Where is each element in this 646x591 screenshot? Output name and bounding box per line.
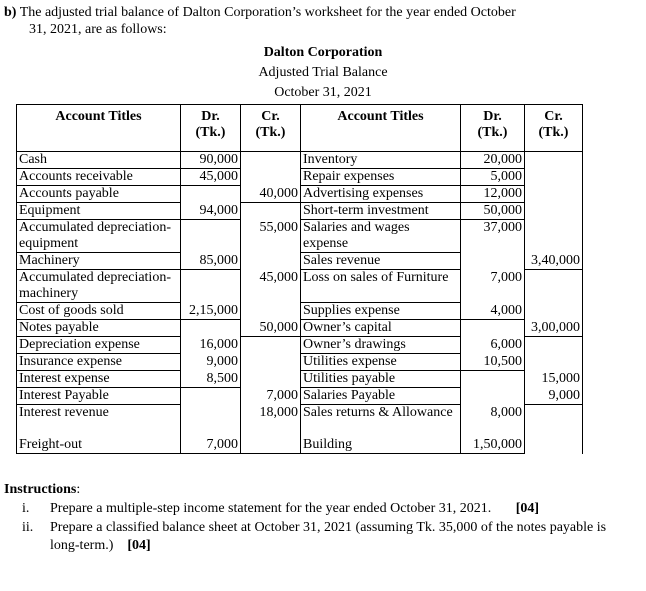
account-title: Loss on sales of Furniture [301, 270, 461, 303]
credit-amount: 15,000 [525, 371, 583, 388]
account-title: Interest Payable [17, 388, 181, 405]
statement-title: Adjusted Trial Balance [258, 65, 388, 80]
debit-amount [181, 320, 241, 337]
table-row [17, 337, 583, 354]
account-title: Repair expenses [301, 169, 461, 186]
debit-amount: 7,000 [461, 270, 525, 303]
account-title: Owner’s drawings [301, 337, 461, 354]
debit-amount: 20,000 [461, 152, 525, 169]
credit-amount: 3,00,000 [525, 320, 583, 337]
table-row [17, 320, 583, 337]
credit-amount: 3,40,000 [525, 253, 583, 270]
credit-amount [241, 303, 301, 320]
debit-amount [461, 253, 525, 270]
account-title: Machinery [17, 253, 181, 270]
credit-amount [525, 186, 583, 203]
table-row [17, 303, 583, 320]
credit-amount [525, 337, 583, 354]
question-label: b) [4, 5, 17, 20]
credit-amount [525, 270, 583, 303]
account-title: Accumulated depreciation-machinery [17, 270, 181, 303]
company-name: Dalton Corporation [263, 45, 383, 60]
credit-amount [525, 354, 583, 371]
table-row [17, 405, 583, 422]
header-account-titles-left: Account Titles [17, 105, 181, 152]
trial-balance-table [16, 104, 583, 454]
instruction-item [22, 519, 638, 555]
credit-amount [525, 405, 583, 422]
debit-amount: 8,500 [181, 371, 241, 388]
credit-amount [241, 169, 301, 186]
account-title: Sales returns & Allowance [301, 405, 461, 422]
debit-amount [461, 371, 525, 388]
credit-amount [241, 437, 301, 454]
debit-amount [181, 186, 241, 203]
question-intro [4, 4, 640, 38]
credit-amount: 55,000 [241, 220, 301, 253]
account-title: Advertising expenses [301, 186, 461, 203]
credit-amount: 18,000 [241, 405, 301, 422]
debit-amount: 8,000 [461, 405, 525, 422]
debit-amount [461, 388, 525, 405]
header-dr-left: Dr. (Tk.) [181, 105, 241, 152]
credit-amount [241, 337, 301, 354]
header-cr-left: Cr. (Tk.) [241, 105, 301, 152]
question-text-line1: The adjusted trial balance of Dalton Corporation’s worksheet for the year ended October [19, 5, 516, 20]
credit-amount [241, 371, 301, 388]
account-title: Cost of goods sold [17, 303, 181, 320]
credit-amount: 50,000 [241, 320, 301, 337]
debit-amount: 85,000 [181, 253, 241, 270]
credit-amount [241, 354, 301, 371]
table-row [17, 169, 583, 186]
table-row [17, 152, 583, 169]
table-row [17, 437, 583, 454]
credit-amount: 45,000 [241, 270, 301, 303]
debit-amount [181, 388, 241, 405]
account-title: Utilities expense [301, 354, 461, 371]
account-title: Short-term investment [301, 203, 461, 220]
debit-amount: 4,000 [461, 303, 525, 320]
debit-amount: 37,000 [461, 220, 525, 253]
debit-amount: 2,15,000 [181, 303, 241, 320]
account-title: Owner’s capital [301, 320, 461, 337]
debit-amount: 12,000 [461, 186, 525, 203]
statement-date: October 31, 2021 [274, 85, 372, 100]
question-text-line2: 31, 2021, are as follows: [29, 22, 167, 37]
account-title: Interest expense [17, 371, 181, 388]
account-title: Freight-out [17, 437, 181, 454]
credit-amount [525, 437, 583, 454]
account-title: Cash [17, 152, 181, 169]
credit-amount [241, 152, 301, 169]
instruction-text: Prepare a classified balance sheet at October 31, 2021 (assuming Tk. 35,000 of the notes payable is long-term.) [50, 520, 607, 553]
table-row [17, 388, 583, 405]
account-title: Salaries and wages expense [301, 220, 461, 253]
account-title: Building [301, 437, 461, 454]
debit-amount [181, 270, 241, 303]
debit-amount: 16,000 [181, 337, 241, 354]
credit-amount [241, 203, 301, 220]
header-cr-right: Cr. (Tk.) [525, 105, 583, 152]
header-account-titles-right: Account Titles [301, 105, 461, 152]
account-title: Depreciation expense [17, 337, 181, 354]
debit-amount [181, 405, 241, 422]
debit-amount: 5,000 [461, 169, 525, 186]
debit-amount: 6,000 [461, 337, 525, 354]
credit-amount [525, 303, 583, 320]
account-title: Notes payable [17, 320, 181, 337]
instruction-marks: [04] [515, 501, 540, 516]
credit-amount: 9,000 [525, 388, 583, 405]
credit-amount: 7,000 [241, 388, 301, 405]
table-row [17, 270, 583, 303]
table-row [17, 371, 583, 388]
credit-amount [525, 169, 583, 186]
table-row [17, 203, 583, 220]
account-title: Accounts receivable [17, 169, 181, 186]
table-header-row [17, 105, 583, 152]
credit-amount [241, 253, 301, 270]
debit-amount: 90,000 [181, 152, 241, 169]
header-dr-right: Dr. (Tk.) [461, 105, 525, 152]
account-title: Supplies expense [301, 303, 461, 320]
account-title: Accumulated depreciation-equipment [17, 220, 181, 253]
instruction-item [22, 500, 638, 518]
debit-amount: 9,000 [181, 354, 241, 371]
instruction-text: Prepare a multiple-step income statement for the year ended October 31, 2021. [50, 501, 492, 516]
account-title: Interest revenue [17, 405, 181, 422]
debit-amount [181, 220, 241, 253]
instructions-heading: Instructions: [4, 482, 81, 497]
debit-amount: 10,500 [461, 354, 525, 371]
account-title: Equipment [17, 203, 181, 220]
debit-amount [461, 320, 525, 337]
account-title: Accounts payable [17, 186, 181, 203]
table-row [17, 253, 583, 270]
credit-amount: 40,000 [241, 186, 301, 203]
debit-amount: 1,50,000 [461, 437, 525, 454]
debit-amount: 50,000 [461, 203, 525, 220]
instruction-number: i. [22, 501, 30, 516]
table-row [17, 220, 583, 253]
account-title: Salaries Payable [301, 388, 461, 405]
debit-amount: 7,000 [181, 437, 241, 454]
debit-amount: 94,000 [181, 203, 241, 220]
spacer-row [17, 421, 583, 437]
account-title: Insurance expense [17, 354, 181, 371]
account-title: Utilities payable [301, 371, 461, 388]
credit-amount [525, 220, 583, 253]
debit-amount: 45,000 [181, 169, 241, 186]
account-title: Sales revenue [301, 253, 461, 270]
table-row [17, 186, 583, 203]
account-title: Inventory [301, 152, 461, 169]
credit-amount [525, 203, 583, 220]
instruction-number: ii. [22, 520, 34, 535]
credit-amount [525, 152, 583, 169]
instruction-marks: [04] [127, 538, 151, 553]
table-row [17, 354, 583, 371]
